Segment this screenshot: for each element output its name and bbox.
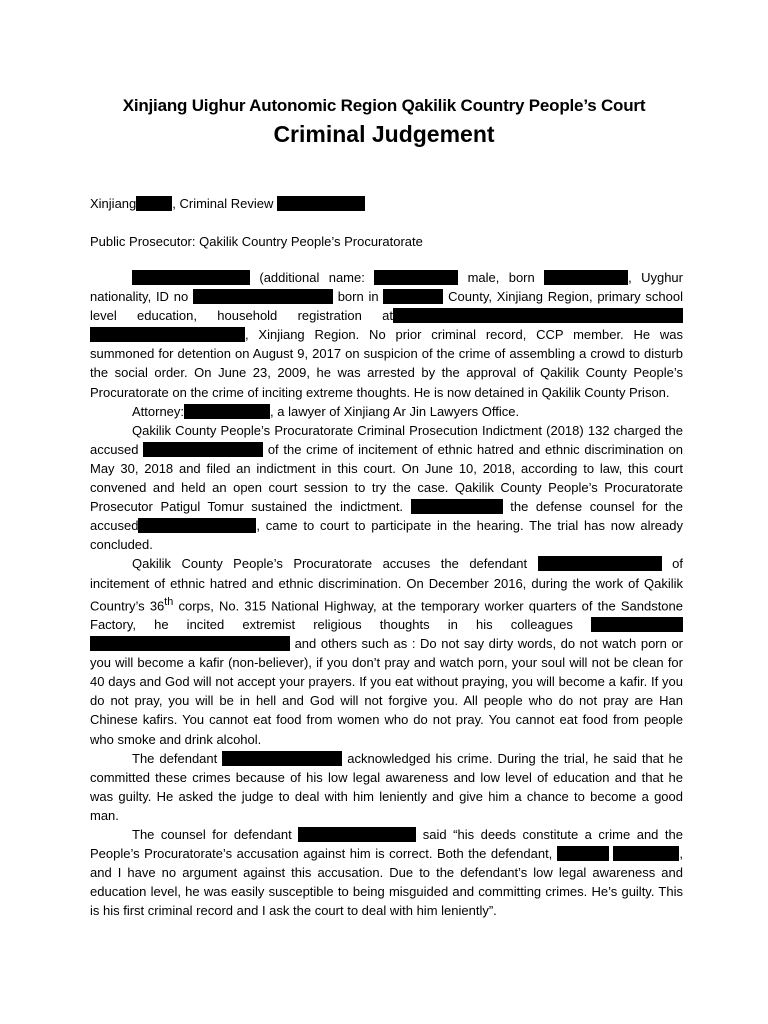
redaction-box — [193, 289, 333, 304]
paragraph-indictment: Qakilik County People’s Procuratorate Criminal Prosecution Indictment (2018) 132 charged the accused of the crime of incitement of ethnic hatred and ethnic discrimination on May 30, 2018 and filed an indictment in this court. On June 10, 2018, according to law, this court convened and held an open court session to try the case. Qakilik County People’s Procuratorate Prosecutor Patigul Tomur sustained the indictment. the defense counsel for the accused , came to court to participate in the hearing. The trial has now already concluded. — [90, 422, 683, 553]
redaction-box — [383, 289, 443, 304]
prosecutor-line: Public Prosecutor: Qakilik Country People’s Procuratorate — [90, 234, 423, 249]
redaction-box — [143, 442, 263, 457]
paragraph-defendant-statement: The defendant acknowledged his crime. During the trial, he said that he committed these crimes because of his low legal awareness and low level of education and that he was guilty. He asked the judge to deal with him leniently and give him a chance to become a good man. — [90, 750, 683, 823]
redaction-box — [557, 846, 609, 861]
redaction-box — [374, 270, 458, 285]
redaction-box — [613, 846, 679, 861]
paragraph-counsel-statement: The counsel for defendant said “his deeds constitute a crime and the People’s Procuratorate’s accusation against him is correct. Both the defendant, , and I have no argument against this accusation. Due to the defendant’s low legal awareness and education level, he was easily susceptible to being misguided and committing crimes. He’s guilty. This is his first criminal record and I ask the court to deal with him leniently”. — [90, 827, 683, 919]
court-name: Xinjiang Uighur Autonomic Region Qakilik Country People’s Court — [122, 96, 646, 115]
case-ref-label: , Criminal Review — [172, 196, 274, 211]
redaction-box — [132, 270, 250, 285]
redaction-box — [90, 636, 290, 651]
judgement-body — [90, 268, 683, 921]
redaction-box — [138, 518, 256, 533]
paragraph-defendant: (additional name: male, born , Uyghur nationality, ID no born in County, Xinjiang Region, primary school level education, household registration at , Xinjiang Region. No prior criminal record, CCP member. He was summoned for detention on August 9, 2017 on suspicion of the crime of assembling a crowd to disturb the social order. On June 23, 2009, he was arrested by the approval of Qakilik County People’s Procuratorate on the crime of inciting extreme thoughts. He is now detained in Qakilik County Prison. — [90, 270, 684, 400]
redaction-box — [90, 327, 245, 342]
redaction-box — [538, 556, 662, 571]
redaction-box — [393, 308, 683, 323]
paragraph-attorney: Attorney: , a lawyer of Xinjiang Ar Jin Lawyers Office. — [132, 403, 520, 419]
redaction-box — [298, 827, 416, 842]
redaction-box — [184, 404, 270, 419]
redaction-box — [544, 270, 628, 285]
redaction-box — [222, 751, 342, 766]
case-reference-line — [90, 196, 365, 211]
document-title: Criminal Judgement — [273, 121, 495, 147]
case-ref-prefix: Xinjiang — [90, 196, 137, 211]
redaction-box — [411, 499, 503, 514]
paragraph-accusation: Qakilik County People’s Procuratorate accuses the defendant of incitement of ethnic hatred and ethnic discrimination. On December 2016, during the work of Qakilik Country’s 36th corps, No. 315 National Highway, at the temporary worker quarters of the Sandstone Factory, he incited extremist religious thoughts in his colleagues and others such as : Do not say dirty words, do not watch porn or you will become a kafir (non-believer), if you don’t pray and watch porn, your soul will not be clean for 40 days and God will not accept your prayers. If you eat without praying, you will become a kafir. If you do not pray, you will be in hell and God will not forgive you. All people who do not pray are Han Chinese kafirs. You cannot eat food from women who do not pray. You cannot eat food from people who smoke and drink alcohol. — [90, 556, 683, 747]
redaction-box — [591, 617, 683, 632]
redaction-box — [136, 196, 172, 211]
redaction-box — [277, 196, 365, 211]
